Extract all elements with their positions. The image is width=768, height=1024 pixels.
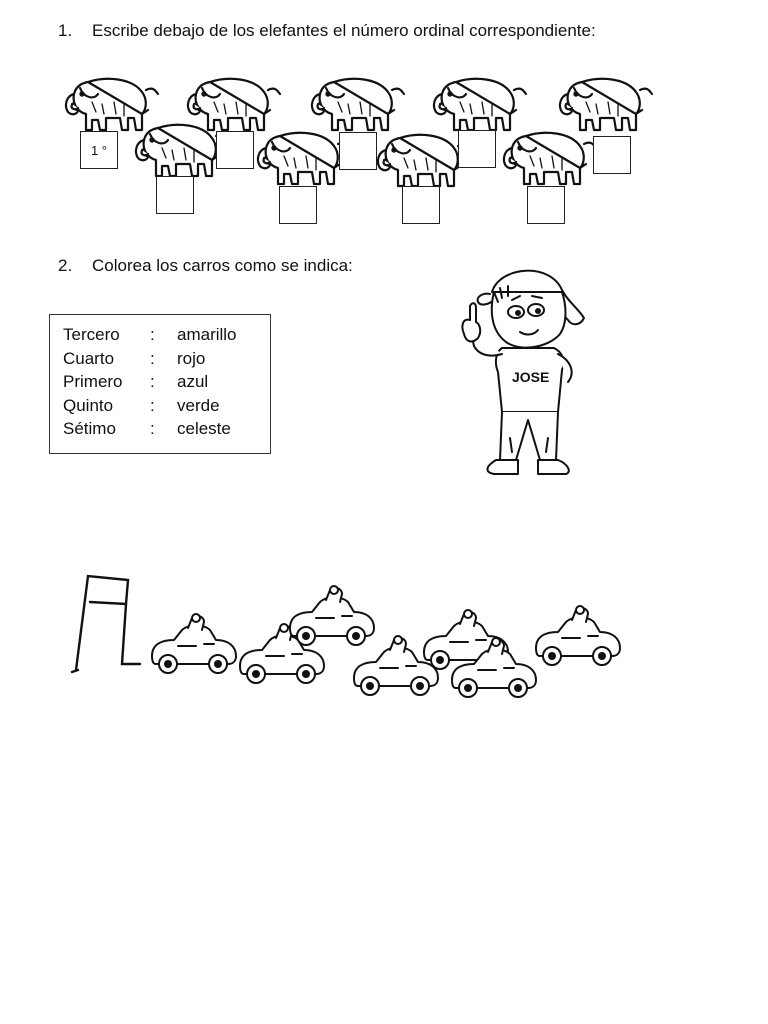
- legend-color: verde: [177, 395, 220, 415]
- answer-box-6[interactable]: [156, 176, 194, 214]
- elephant-icon: [66, 79, 158, 130]
- elephant-icon: [504, 133, 596, 184]
- boy-illustration: [450, 262, 600, 482]
- legend-row: [63, 417, 270, 441]
- legend-ordinal: Primero: [63, 372, 123, 392]
- legend-row: [63, 370, 270, 394]
- legend-color: rojo: [177, 348, 206, 368]
- answer-box-4[interactable]: [458, 130, 496, 168]
- elephant-icon: [136, 125, 228, 176]
- elephant-icon: [188, 79, 280, 130]
- legend-separator: :: [150, 395, 155, 415]
- answer-box-9[interactable]: [527, 186, 565, 224]
- car-icon: [536, 606, 620, 665]
- race-illustration: [60, 560, 640, 710]
- legend-separator: :: [150, 419, 155, 439]
- elephant-icon: [312, 79, 404, 130]
- legend-color: amarillo: [177, 325, 237, 344]
- legend-ordinal: Cuarto: [63, 348, 115, 368]
- car-icon: [152, 614, 236, 673]
- question-2-heading: [58, 256, 353, 276]
- legend-ordinal: Sétimo: [63, 419, 116, 439]
- answer-box-8[interactable]: [402, 186, 440, 224]
- answer-box-7[interactable]: [279, 186, 317, 224]
- legend-separator: :: [150, 325, 155, 344]
- question-1-text: Escribe debajo de los elefantes el número ordinal correspondiente:: [92, 21, 596, 40]
- answer-box-3[interactable]: [339, 132, 377, 170]
- legend-color: azul: [177, 372, 209, 392]
- legend-separator: :: [150, 348, 155, 368]
- legend-ordinal: Tercero: [63, 325, 120, 344]
- elephant-icon: [258, 133, 350, 184]
- answer-box-2[interactable]: [216, 131, 254, 169]
- elephant-icon: [560, 79, 652, 130]
- legend-color: celeste: [177, 419, 231, 439]
- elephants-illustration: [0, 0, 768, 240]
- answer-box-1[interactable]: 1 °: [80, 131, 118, 169]
- flag-icon: [72, 576, 140, 672]
- legend-row: [63, 323, 270, 347]
- elephant-icon: [434, 79, 526, 130]
- answer-box-5[interactable]: [593, 136, 631, 174]
- question-2-number: 2.: [58, 256, 73, 275]
- legend-row: [63, 394, 270, 418]
- color-legend: [49, 314, 271, 454]
- legend-separator: :: [150, 372, 155, 392]
- question-1-number: 1.: [58, 21, 73, 40]
- question-2-text: Colorea los carros como se indica:: [92, 256, 353, 275]
- legend-row: [63, 347, 270, 371]
- shirt-text: JOSE: [512, 369, 550, 385]
- car-icon: [290, 586, 374, 645]
- legend-ordinal: Quinto: [63, 395, 114, 415]
- elephant-icon: [378, 135, 470, 186]
